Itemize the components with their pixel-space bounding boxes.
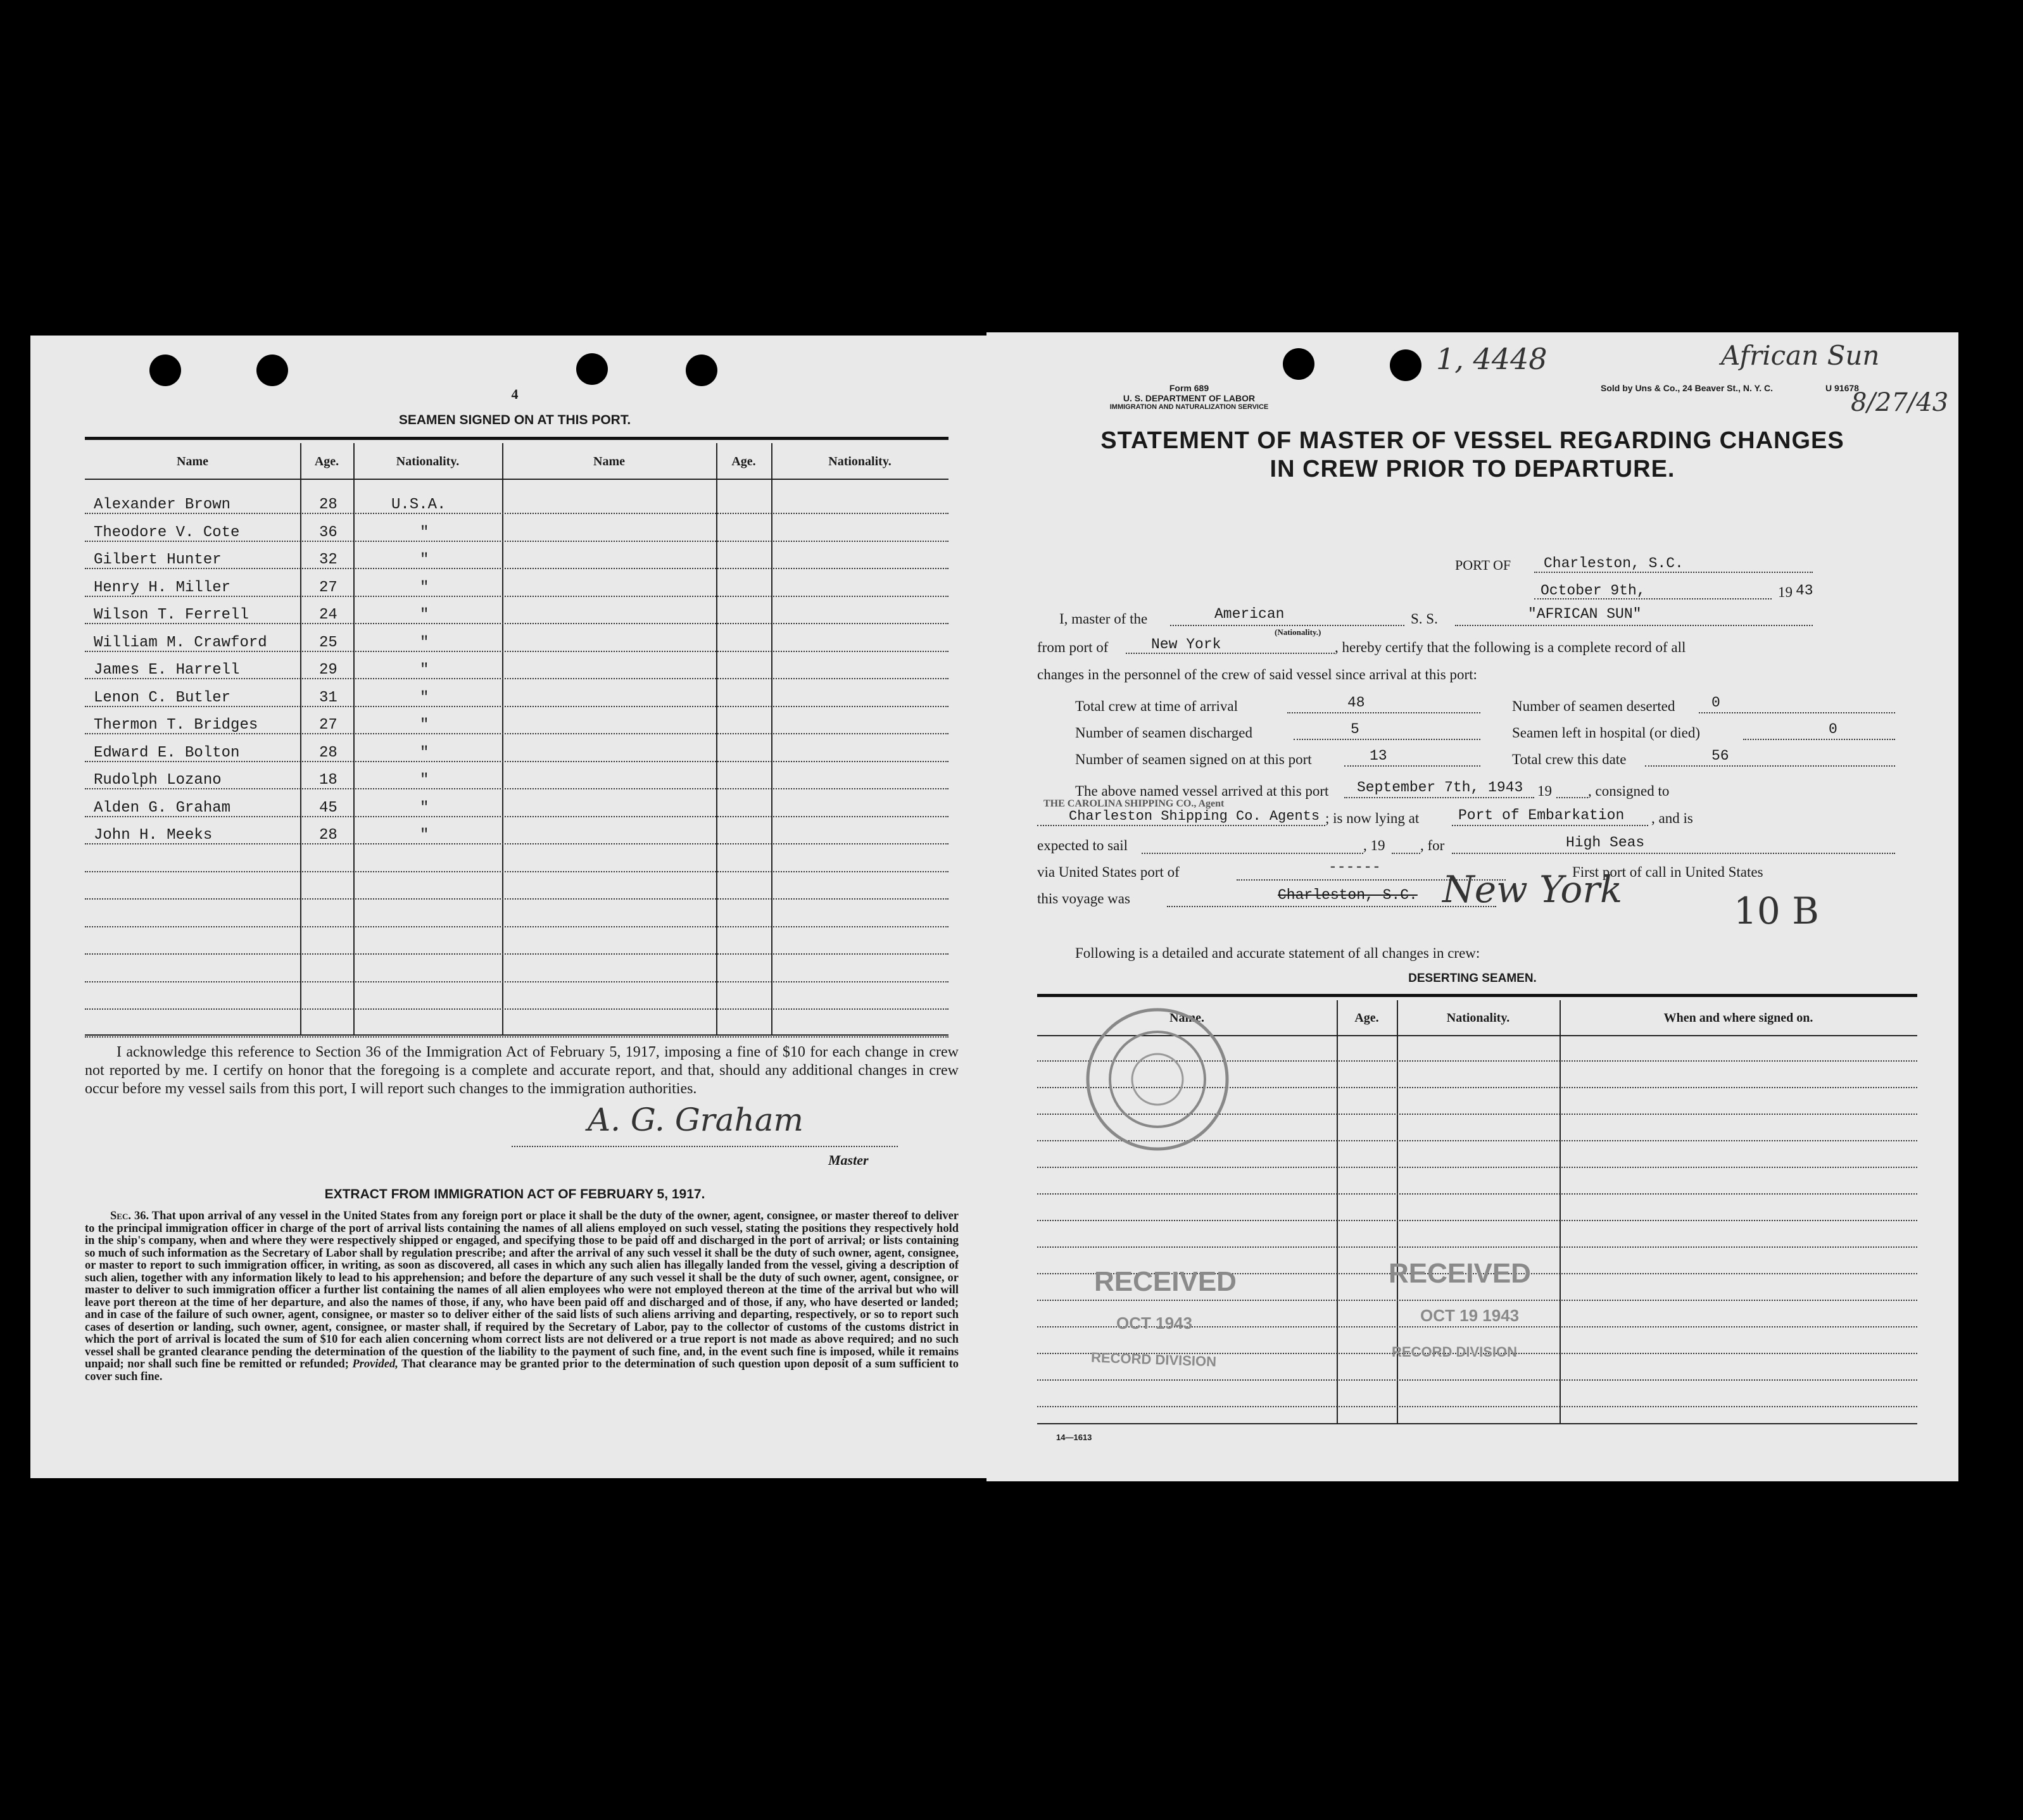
seaman-age: 24 [319,606,337,624]
received-stamp-1-date: OCT 1943 [1116,1314,1192,1333]
year-value: 43 [1796,582,1813,599]
arrived-value: September 7th, 1943 [1357,779,1523,796]
seaman-age: 28 [319,496,337,513]
fill-line [1534,572,1813,573]
extract-end: That clearance may be granted prior to the determination of such question upon deposit of a sum sufficient to cover such fine. [85,1358,959,1383]
seaman-nationality: " [420,772,429,789]
row-line [1037,1379,1917,1381]
following-text: Following is a detailed and accurate statement of all changes in crew: [1075,945,1480,961]
fill-line [1452,853,1895,854]
punch-hole [1390,349,1421,381]
extract-body: That upon arrival of any vessel in the United States from any foreign port or place it shall be the duty of the owner, agent, consignee, or master thereof to deliver to the principal immigration officer in charge of the port of arrival lists containing the names of all aliens employed on such vessel, stating the positions they respectively hold in the ship's company, when and where they were respectively shipped or engaged, and specifying those to be paid off and discharged in the port of arrival; or lists containing so much of such information as the Secretary of Labor shall by regulation prescribe; and after the arrival of any such vessel it shall be the duty of such owner, agent, consignee, or master to report to such immigration officer, in writing, as soon as discovered, all cases in which any such alien has illegally landed from the vessel, giving a description of such alien, together with any information likely to lead to his apprehension; and before the departure of any such vessel it shall be the duty of such owner, agent, consignee, or master to deliver to such immigration officer a further list containing the names of all alien employees who were not employed thereon at the time of the arrival but who will leave port thereon at the time of her departure, and also the names of those, if any, who have been paid off and discharged and of those, if any, who have deserted or landed; and in case of the failure of such owner, agent, consignee, or master so to deliver either of the said lists of such aliens arriving and departing, respectively, or so to report such cases of desertion or landing, such owner, agent, consignee, or master shall, if required by the Secretary of Labor, pay to the collector of customs of the customs district in which the port of arrival is located the sum of $10 for each alien concerning whom correct lists are not delivered or a true report is not made as above required; and no such vessel shall be granted clearance pending the determination of the question of the liability to the payment of such fine, and, in the event such fine is imposed, while it remains unpaid; nor shall such fine be remitted or refunded; [85,1210,959,1371]
seaman-name: Henry H. Miller [94,579,231,596]
signed-on-label: Number of seamen signed on at this port [1075,751,1312,767]
received-stamp-2: RECEIVED [1389,1258,1531,1289]
fill-line [1126,653,1335,654]
row-line [85,953,948,955]
column-divider [1560,1000,1561,1423]
lying-label: ; is now lying at [1325,810,1420,826]
discharged-value: 5 [1351,721,1359,737]
total-crew-date-value: 56 [1711,748,1729,764]
fill-line [1556,797,1588,798]
row-line [1037,1220,1917,1221]
column-divider [1337,1000,1338,1423]
row-line [1037,1300,1917,1301]
for-value: High Seas [1566,834,1645,851]
total-crew-arrival-label: Total crew at time of arrival [1075,698,1238,714]
hospital-label: Seamen left in hospital (or died) [1512,725,1701,741]
voyage-value: Charleston, S.C. [1278,887,1418,903]
handwritten-10b: 10 B [1734,889,1819,932]
master-label: Master [828,1152,869,1168]
port-label: PORT OF [1455,557,1511,573]
seaman-nationality: " [420,717,429,734]
hospital-value: 0 [1829,721,1837,737]
seaman-age: 27 [319,717,337,734]
sail-year: , 19 [1363,838,1385,853]
for-label: , for [1420,838,1445,853]
col-header-name: Name [177,455,208,468]
from-port-label: from port of [1037,639,1109,655]
row-line [85,1008,948,1010]
seaman-name: Thermon T. Bridges [94,717,258,734]
extract-title: EXTRACT FROM IMMIGRATION ACT OF FEBRUARY 5, 1917. [324,1187,705,1202]
nationality-caption: (Nationality.) [1275,627,1321,637]
arrived-label: The above named vessel arrived at this port [1075,783,1329,799]
seaman-nationality: " [420,799,429,817]
seaman-name: Rudolph Lozano [94,772,222,789]
year-prefix: 19 [1778,584,1793,600]
deserted-value: 0 [1711,694,1720,711]
col-header-age: Age. [1354,1011,1379,1025]
fill-line [1743,739,1895,740]
master-label: I, master of the [1059,611,1148,627]
right-page [986,332,1958,1481]
acknowledgment-text: I acknowledge this reference to Section 36 of the Immigration Act of February 5, 1917, imposing a fine of $10 for each change in crew not reported by me. I certify on honor that the foregoing is a complete and accurate report, and that, should any additional changes in crew occur before my vessel sails from this port, I will report such changes to the immigration authorities. [85,1044,959,1097]
seaman-age: 28 [319,744,337,762]
punch-hole [256,355,288,386]
fill-line [1344,765,1480,767]
punch-hole [1283,348,1314,380]
row-line [85,843,948,844]
seaman-age: 25 [319,634,337,651]
row-line [85,898,948,900]
handwritten-vessel-note: African Sun [1721,340,1880,371]
column-divider [502,443,503,1034]
seaman-name: Edward E. Bolton [94,744,240,762]
seaman-name: Theodore V. Cote [94,524,240,541]
department: U. S. DEPARTMENT OF LABOR [1123,393,1256,403]
voyage-handwritten: New York [1442,868,1623,911]
seaman-name: Gilbert Hunter [94,551,222,568]
deserted-label: Number of seamen deserted [1512,698,1675,714]
footer-code: 14—1613 [1056,1433,1092,1442]
col-header-nationality-2: Nationality. [828,455,892,468]
seaman-age: 27 [319,579,337,596]
row-line [1037,1406,1917,1407]
deserting-heading: DESERTING SEAMEN. [1408,972,1537,985]
fill-line [1170,625,1404,626]
table-top-rule [85,437,948,440]
form-title-line2: IN CREW PRIOR TO DEPARTURE. [1270,456,1675,482]
signed-on-value: 13 [1370,748,1387,764]
extract-text [85,1210,959,1383]
punch-hole [576,353,608,385]
sail-label: expected to sail [1037,838,1128,853]
table-header-rule [85,479,948,480]
page-number: 4 [511,386,519,402]
total-crew-date-label: Total crew this date [1512,751,1627,767]
seaman-name: Alden G. Graham [94,799,231,817]
received-stamp-2-division: RECORD DIVISION [1392,1344,1518,1360]
left-page [30,336,999,1478]
lying-value: Port of Embarkation [1458,807,1625,824]
fill-line [1287,712,1480,713]
punch-hole [149,355,181,386]
extract-provided: Provided, [352,1358,398,1371]
col-header-name: Name. [1169,1011,1204,1025]
changes-text: changes in the personnel of the crew of said vessel since arrival at this port: [1037,667,1477,682]
seaman-nationality: " [420,827,429,844]
fill-line [1344,797,1534,798]
seaman-name: John H. Meeks [94,827,213,844]
seaman-name: Lenon C. Butler [94,689,231,706]
seaman-name: William M. Crawford [94,634,267,651]
row-line [85,926,948,927]
seaman-name: James E. Harrell [94,662,240,679]
form-title-line1: STATEMENT OF MASTER OF VESSEL REGARDING CHANGES [1100,427,1844,454]
seaman-name: Wilson T. Ferrell [94,606,249,624]
column-divider [716,443,717,1034]
seaman-nationality: " [420,606,429,624]
fill-line [1294,739,1480,740]
immigration-seal-stamp [1075,997,1240,1162]
fill-line [1392,853,1420,854]
handwritten-date: 8/27/43 [1851,388,1949,417]
row-line [85,981,948,982]
master-signature: A. G. Graham [588,1101,804,1138]
seaman-nationality: U.S.A. [391,496,446,513]
seaman-nationality: " [420,634,429,651]
fill-line [1142,853,1363,854]
fill-line [1534,598,1772,599]
row-line [85,871,948,872]
voyage-label: this voyage was [1037,891,1130,907]
certify-text: , hereby certify that the following is a complete record of all [1335,639,1686,655]
col-header-nationality: Nationality. [1446,1011,1510,1025]
col-header-age-2: Age. [731,455,756,468]
via-label: via United States port of [1037,864,1180,880]
seaman-nationality: " [420,662,429,679]
fill-line [1452,825,1648,826]
discharged-label: Number of seamen discharged [1075,725,1252,741]
port-value: Charleston, S.C. [1544,555,1684,572]
form-number: Form 689 [1169,383,1209,393]
col-header-age: Age. [314,455,339,468]
received-stamp-1: RECEIVED [1094,1266,1237,1297]
col-header-name-2: Name [593,455,625,468]
fill-line [1037,825,1325,826]
seaman-age: 31 [319,689,337,706]
column-divider [300,443,301,1034]
seaman-nationality: " [420,579,429,596]
from-port-value: New York [1151,636,1221,653]
seaman-nationality: " [420,524,429,541]
fill-line [1645,765,1895,767]
seaman-age: 32 [319,551,337,568]
col-header-nationality: Nationality. [396,455,460,468]
received-stamp-1-division: RECORD DIVISION [1090,1349,1217,1370]
date-value: October 9th, [1541,582,1646,599]
arrived-year-prefix: 19 [1537,783,1552,799]
handwritten-file-number: 1, 4448 [1436,342,1547,376]
table-bottom-rule [1037,1423,1917,1424]
row-line [85,1036,948,1038]
extract-sec-label: Sec. 36. [110,1210,149,1222]
agent-stamp: THE CAROLINA SHIPPING CO., Agent [1043,798,1225,809]
seaman-name: Alexander Brown [94,496,231,513]
seaman-age: 28 [319,827,337,844]
total-crew-arrival-value: 48 [1347,694,1365,711]
section-heading: SEAMEN SIGNED ON AT THIS PORT. [398,413,631,427]
sold-by: Sold by Uns & Co., 24 Beaver St., N. Y. C. [1601,383,1774,393]
col-header-when-where: When and where signed on. [1663,1011,1813,1025]
agent-value: Charleston Shipping Co. Agents [1069,808,1320,824]
consigned-label: , consigned to [1588,783,1670,799]
column-divider [353,443,355,1034]
received-stamp-2-date: OCT 19 1943 [1420,1306,1520,1325]
row-line [1037,1246,1917,1248]
nationality-value: American [1214,606,1285,622]
ss-label: S. S. [1411,611,1438,627]
signature-line [512,1146,898,1147]
form-code: U 91678 [1825,383,1859,393]
seaman-nationality: " [420,689,429,706]
fill-line [1699,712,1895,713]
seaman-nationality: " [420,551,429,568]
first-port-label: First port of call in United States [1572,864,1763,880]
punch-hole [686,355,717,386]
service: IMMIGRATION AND NATURALIZATION SERVICE [1109,403,1269,411]
seaman-age: 29 [319,662,337,679]
via-value: ------ [1328,859,1381,875]
seaman-age: 45 [319,799,337,817]
fill-line [1455,625,1813,626]
seaman-age: 36 [319,524,337,541]
row-line [1037,1193,1917,1195]
column-divider [771,443,772,1034]
seaman-nationality: " [420,744,429,762]
row-line [1037,1167,1917,1168]
seaman-age: 18 [319,772,337,789]
and-is: , and is [1651,810,1693,826]
vessel-name: "AFRICAN SUN" [1528,606,1642,622]
